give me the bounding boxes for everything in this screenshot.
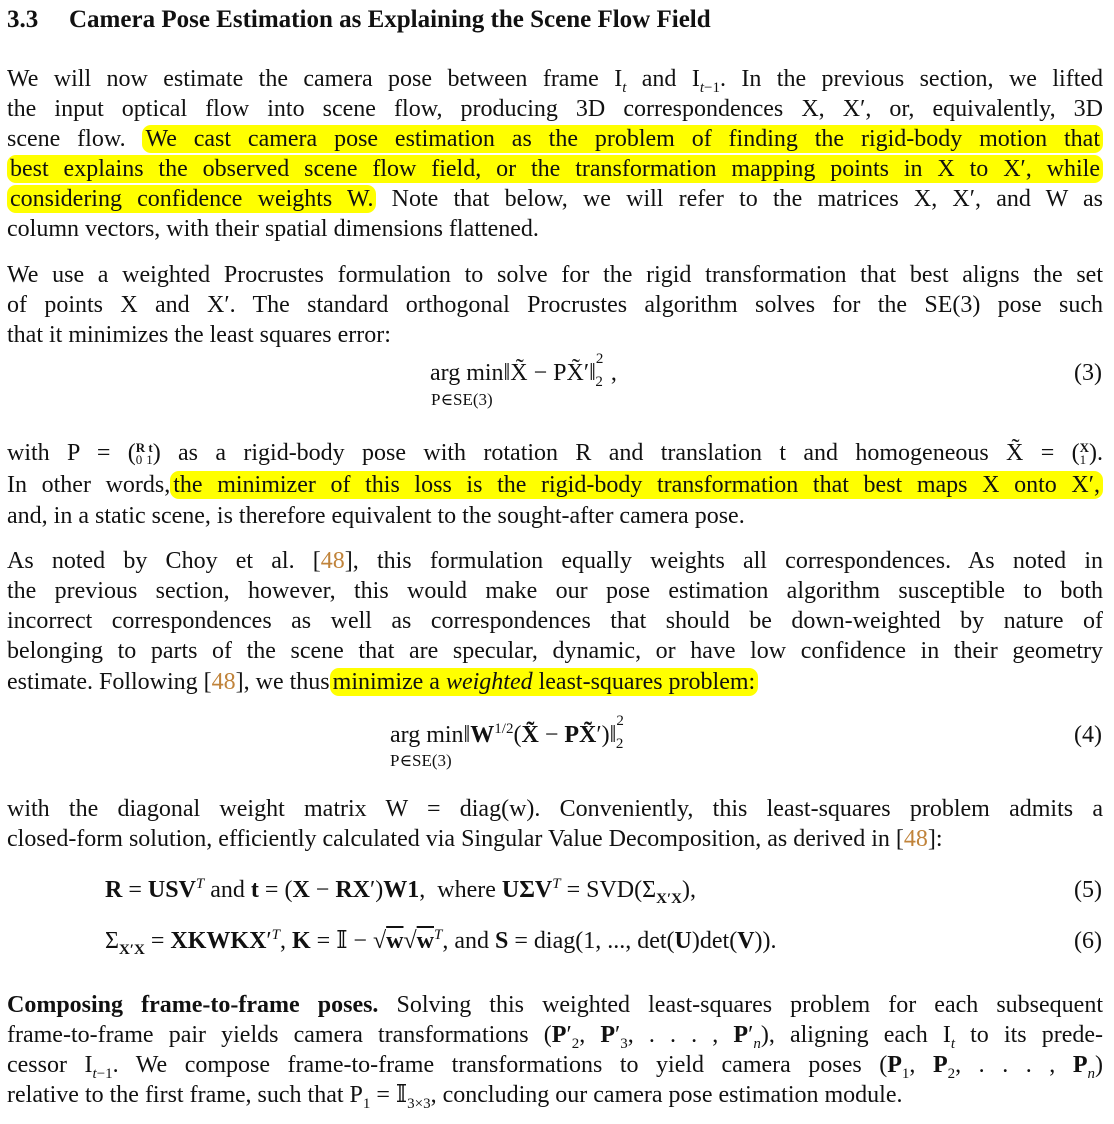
- p5-line-1: with the diagonal weight matrix W = diag(w). Conveniently, this least-squares problem admits a: [7, 796, 1103, 822]
- p6-line-2: frame-to-frame pair yields camera transformations ($P'_2$, $P'_3$, . . . , $P'_n$), aligning each $I_t$ to its prede-: [7, 1022, 1104, 1052]
- citation-48[interactable]: 48: [211, 669, 236, 695]
- p6-line-3: cessor $I_{t-1}$. We compose frame-to-frame transformations to yield camera poses ($P_1$, $P_2$, . . . , $P_n$): [7, 1052, 1104, 1082]
- p4-line-4: belonging to parts of the scene that are specular, dynamic, or have low confidence in their geometry: [7, 638, 1103, 664]
- highlight-1c: considering confidence weights W.: [7, 185, 376, 213]
- highlight-3: minimize a weighted least-squares problem:: [330, 668, 759, 696]
- p1-line-3: scene flow. We cast camera pose estimation as the problem of finding the rigid-body motion that: [7, 124, 1103, 154]
- section-heading: [7, 6, 711, 34]
- p6-line-4: relative to the first frame, such that $P_1$ = 𝕀$_{3\times 3}$, concluding our camera pose estimation module.: [7, 1082, 903, 1112]
- equation-6: $\Sigma_{X'X}$ = $XKWKX'^T$, K = 𝕀 − $√w√w^T$, and S = diag(1, ..., det(U)det(V)).: [105, 927, 777, 958]
- highlight-2: the minimizer of this loss is the rigid-body transformation that best maps X onto X′,: [170, 471, 1103, 499]
- p2-line-1: We use a weighted Procrustes formulation to solve for the rigid transformation that best aligns the set: [7, 262, 1103, 288]
- p1-line-1: We will now estimate the camera pose between frame $I_t$ and $I_{t-1}$. In the previous section, we lifted: [7, 66, 1104, 96]
- p6-line-1: Composing frame-to-frame poses. Solving this weighted least-squares problem for each subsequent: [7, 992, 1103, 1018]
- p3-line-1: with P = (R t 0 1) as a rigid-body pose with rotation R and translation t and homogeneous X̃ = (X 1 ).: [7, 440, 1103, 468]
- equation-3-subscript: P∈SE(3): [431, 390, 493, 409]
- paragraph-heading: Composing frame-to-frame poses.: [7, 992, 379, 1018]
- section-number: 3.3: [7, 6, 39, 33]
- p1-line-2: the input optical flow into scene flow, producing 3D correspondences X, X′, or, equivalently, 3D: [7, 96, 1103, 122]
- p1-line-5: considering confidence weights W. Note that below, we will refer to the matrices X, X′, and W as: [7, 184, 1103, 214]
- equation-6-number: (6): [1074, 928, 1102, 954]
- p5-line-2: closed-form solution, efficiently calculated via Singular Value Decomposition, as derived in [48]:: [7, 826, 943, 852]
- p2-line-2: of points X and X′. The standard orthogonal Procrustes algorithm solves for the SE(3) pose such: [7, 292, 1103, 318]
- p4-line-2: the previous section, however, this would make our pose estimation algorithm susceptible to both: [7, 578, 1103, 604]
- citation-48[interactable]: 48: [903, 826, 928, 852]
- equation-4: arg $\min‖W^{1/2}(X̃$ − PX̃′)‖$^2_2$: [390, 713, 624, 752]
- equation-4-number: (4): [1074, 722, 1102, 748]
- citation-48[interactable]: 48: [320, 548, 345, 574]
- section-title: Camera Pose Estimation as Explaining the Scene Flow Field: [69, 6, 711, 33]
- p4-line-1: As noted by Choy et al. [48], this formulation equally weights all correspondences. As noted in: [7, 548, 1103, 574]
- equation-5-number: (5): [1074, 877, 1102, 903]
- p1-line-4: [7, 154, 1103, 184]
- p3-line-3: and, in a static scene, is therefore equivalent to the sought-after camera pose.: [7, 503, 745, 529]
- p1-line-6: column vectors, with their spatial dimensions flattened.: [7, 216, 539, 242]
- p2-line-3: that it minimizes the least squares error:: [7, 322, 391, 348]
- equation-3: arg min‖X̃ − PX̃′‖$^2_2$ ,: [430, 351, 617, 390]
- highlight-1a: We cast camera pose estimation as the problem of finding the rigid-body motion that: [142, 125, 1103, 153]
- p3-line-2: In other words, the minimizer of this loss is the rigid-body transformation that best maps X onto X′,: [7, 470, 1103, 500]
- p4-line-5: estimate. Following [48], we thus minimize a weighted least-squares problem:: [7, 667, 1103, 697]
- highlight-1b: best explains the observed scene flow field, or the transformation mapping points in X to X′, while: [7, 155, 1103, 183]
- equation-3-number: (3): [1074, 360, 1102, 386]
- equation-4-subscript: P∈SE(3): [390, 751, 452, 770]
- p4-line-3: incorrect correspondences as well as correspondences that should be down-weighted by nature of: [7, 608, 1103, 634]
- equation-5: $R = USV^T$ and t = (X − RX′)W1, where $U\Sigma V^T = SVD(\Sigma_{X'X})$,: [105, 876, 696, 907]
